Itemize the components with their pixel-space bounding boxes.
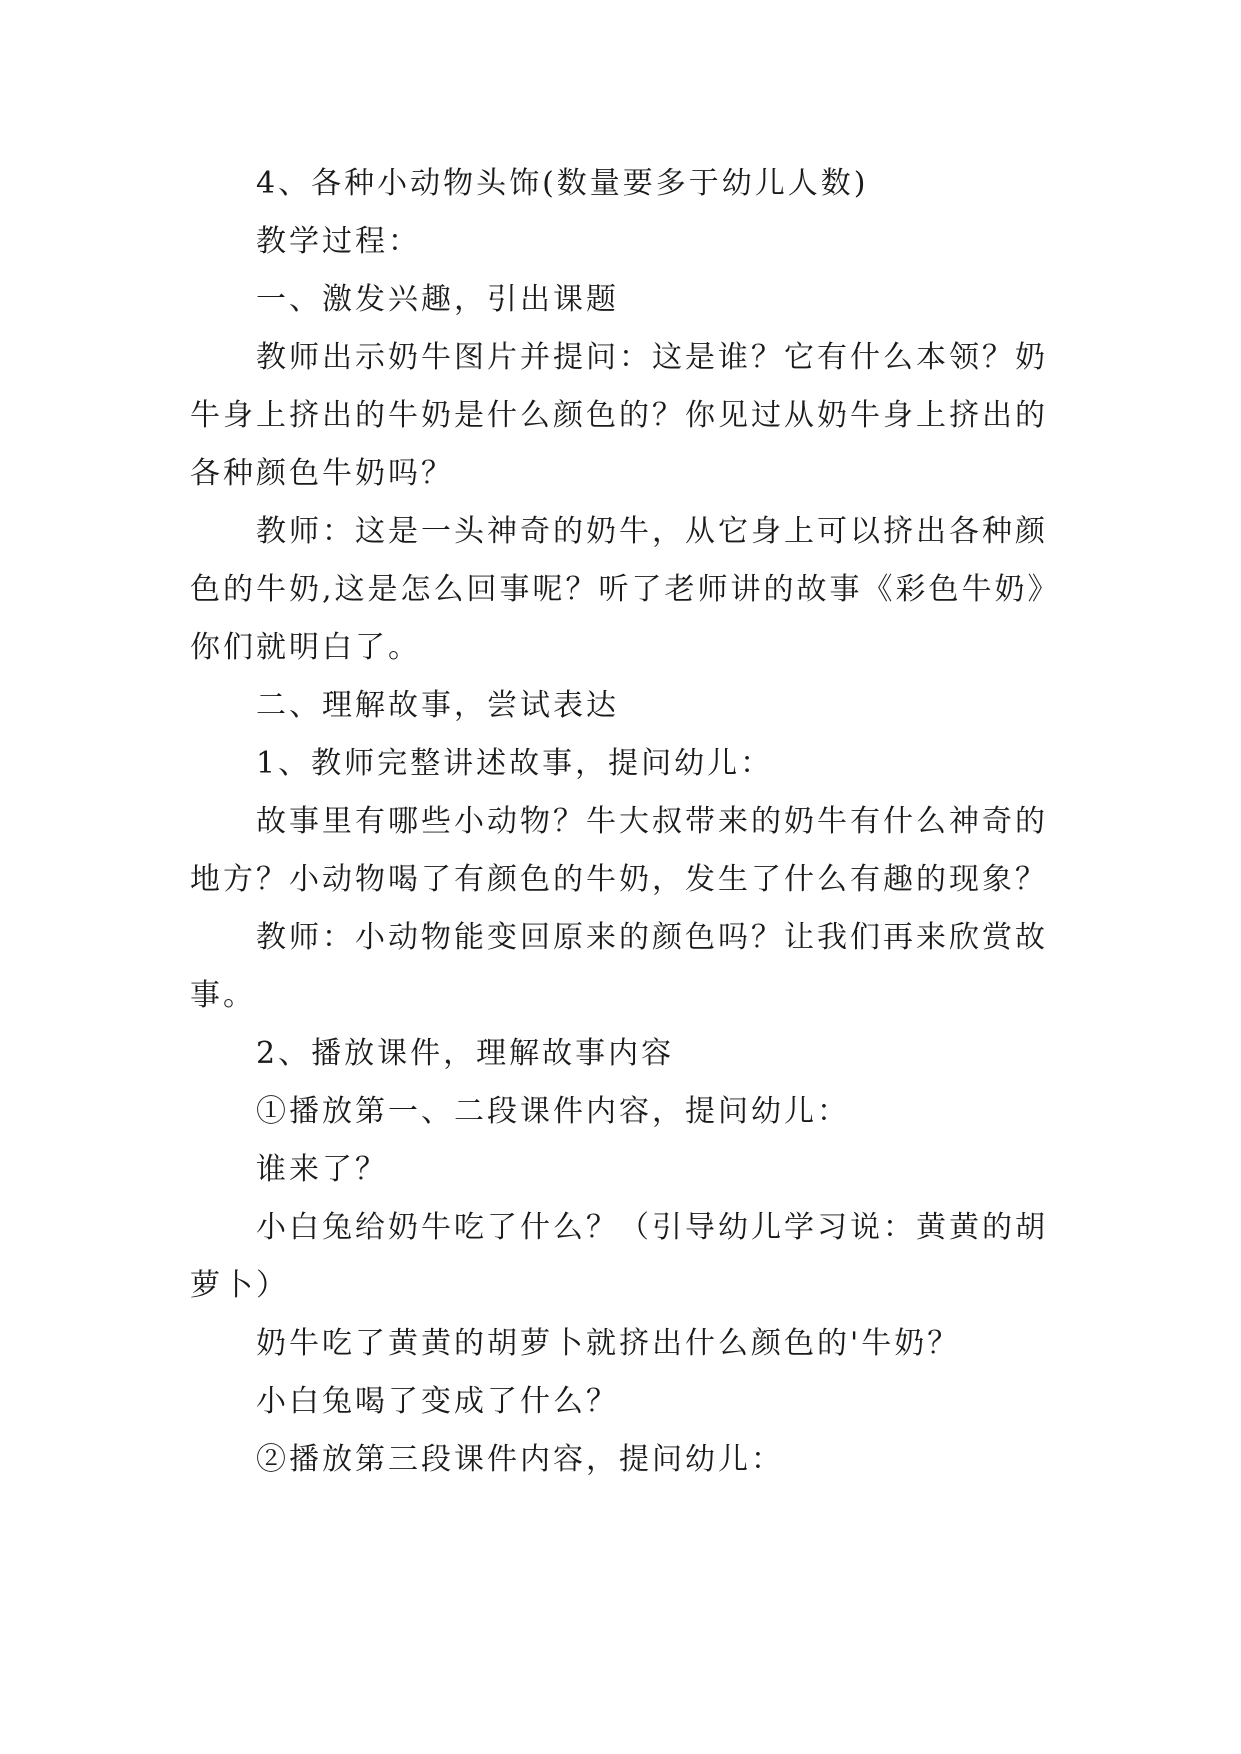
paragraph-section-2-heading: 二、理解故事，尝试表达 bbox=[256, 688, 619, 723]
paragraph-step-2: 2、播放课件，理解故事内容 bbox=[256, 1036, 675, 1071]
paragraph-teaching-process-heading: 教学过程： bbox=[256, 224, 421, 259]
paragraph-section-1-heading: 一、激发兴趣，引出课题 bbox=[256, 282, 619, 317]
paragraph-rabbit-feeds-cow: 小白兔给奶牛吃了什么？（引导幼儿学习说：黄黄的胡萝卜） bbox=[190, 1210, 1048, 1303]
paragraph-play-part-1-2: ①播放第一、二段课件内容，提问幼儿： bbox=[256, 1094, 850, 1129]
paragraph-teacher-appreciate: 教师：小动物能变回原来的颜色吗？让我们再来欣赏故事。 bbox=[190, 920, 1048, 1013]
paragraph-teacher-magic-cow: 教师：这是一头神奇的奶牛，从它身上可以挤出各种颜色的牛奶,这是怎么回事呢？听了老师讲的故事《彩色牛奶》你们就明白了。 bbox=[190, 514, 1048, 665]
paragraph-cow-milk-color: 奶牛吃了黄黄的胡萝卜就挤出什么颜色的'牛奶？ bbox=[256, 1326, 961, 1361]
paragraph-step-1: 1、教师完整讲述故事，提问幼儿： bbox=[256, 746, 774, 781]
paragraph-teacher-shows-cow: 教师出示奶牛图片并提问：这是谁？它有什么本领？奶牛身上挤出的牛奶是什么颜色的？你见过从奶牛身上挤出的各种颜色牛奶吗？ bbox=[190, 340, 1048, 491]
paragraph-play-part-3: ②播放第三段课件内容，提问幼儿： bbox=[256, 1442, 784, 1477]
document-body bbox=[190, 155, 1060, 1489]
paragraph-rabbit-becomes: 小白兔喝了变成了什么？ bbox=[256, 1384, 619, 1419]
paragraph-story-questions: 故事里有哪些小动物？牛大叔带来的奶牛有什么神奇的地方？小动物喝了有颜色的牛奶，发生了什么有趣的现象？ bbox=[190, 804, 1048, 897]
paragraph-materials-item-4: 4、各种小动物头饰(数量要多于幼儿人数) bbox=[256, 166, 869, 201]
paragraph-who-came: 谁来了？ bbox=[256, 1152, 388, 1187]
